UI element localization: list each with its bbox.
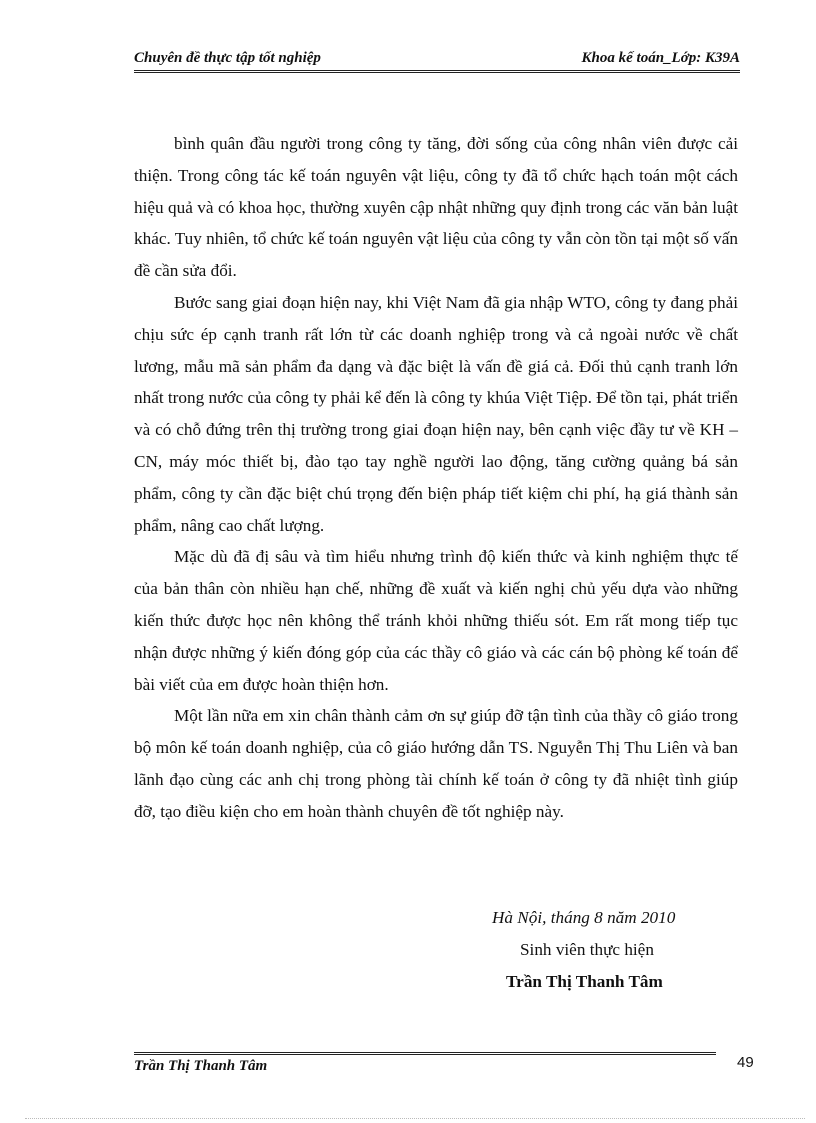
signature-name: Trần Thị Thanh Tâm xyxy=(506,971,663,991)
page-edge xyxy=(25,1118,805,1119)
footer-rule xyxy=(134,1052,716,1055)
page-number: 49 xyxy=(737,1054,754,1071)
body-text xyxy=(134,128,738,828)
header-rule xyxy=(134,70,740,73)
paragraph: Một lần nữa em xin chân thành cảm ơn sự giúp đỡ tận tình của thầy cô giáo trong bộ môn kế toán doanh nghiệp, của cô giáo hướng dẫn TS. Nguyễn Thị Thu Liên và ban lãnh đạo cùng các anh chị trong phòng tài chính kế toán ở công ty đã nhiệt tình giúp đỡ, tạo điều kiện cho em hoàn thành chuyên đề tốt nghiệp này. xyxy=(134,706,738,821)
header-class: Khoa kế toán_Lớp: K39A xyxy=(581,50,740,66)
paragraph: bình quân đầu người trong công ty tăng, đời sống của công nhân viên được cải thiện. Trong công tác kế toán nguyên vật liệu, công ty đã tổ chức hạch toán một cách hiệu quả và có khoa học, thường xuyên cập nhật những quy định trong các văn bản luật khác. Tuy nhiên, tổ chức kế toán nguyên vật liệu của công ty vẫn còn tồn tại một số vấn đề cần sửa đổi. xyxy=(134,134,738,281)
header-title: Chuyên đề thực tập tốt nghiệp xyxy=(134,50,321,66)
page-header xyxy=(134,50,740,72)
signature-role: Sinh viên thực hiện xyxy=(520,939,654,959)
paragraph: Mặc dù đã đị sâu và tìm hiểu nhưng trình độ kiến thức và kinh nghiệm thực tế của bản thân còn nhiều hạn chế, những đề xuất và kiến nghị chủ yếu dựa vào những kiến thức được học nên không thể tránh khỏi những thiếu sót. Em rất mong tiếp tục nhận được những ý kiến đóng góp của các thầy cô giáo và các cán bộ phòng kế toán để bài viết của em được hoàn thiện hơn. xyxy=(134,547,738,694)
signature-block xyxy=(470,902,730,997)
paragraph: Bước sang giai đoạn hiện nay, khi Việt Nam đã gia nhập WTO, công ty đang phải chịu sức ép cạnh tranh rất lớn từ các doanh nghiệp trong và cả ngoài nước về chất lương, mẫu mã sản phẩm đa dạng và đặc biệt là vấn đề giá cả. Đối thủ cạnh tranh lớn nhất trong nước của công ty phải kể đến là công ty khúa Việt Tiệp. Để tồn tại, phát triển và có chỗ đứng trên thị trường trong giai đoạn hiện nay, bên cạnh việc đầy tư về KH – CN, máy móc thiết bị, đào tạo tay nghề người lao động, tăng cường quảng bá sản phẩm, công ty cần đặc biệt chú trọng đến biện pháp tiết kiệm chi phí, hạ giá thành sản phẩm, nâng cao chất lượng. xyxy=(134,292,738,535)
signature-date: Hà Nội, tháng 8 năm 2010 xyxy=(492,908,676,927)
footer-author: Trần Thị Thanh Tâm xyxy=(134,1058,268,1074)
